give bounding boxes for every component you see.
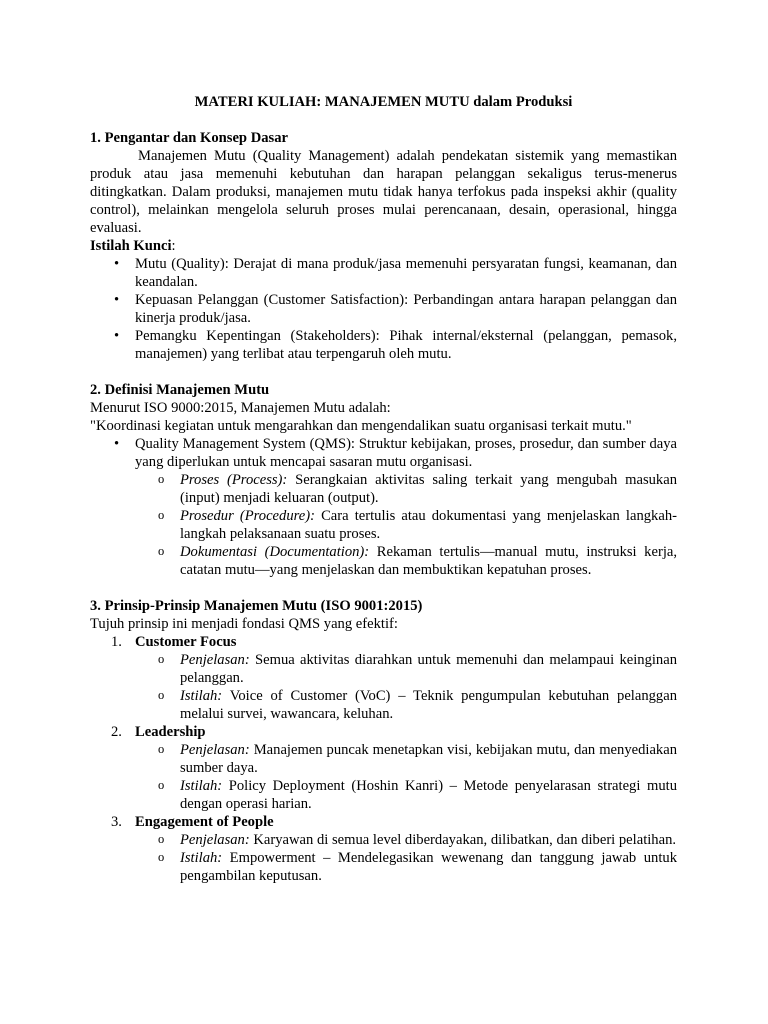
- sub-list-item: [90, 507, 677, 543]
- section-3-intro: Tujuh prinsip ini menjadi fondasi QMS yang efektif:: [90, 616, 398, 632]
- sub-text: Rekaman tertulis—manual mutu, instruksi kerja, catatan mutu—yang menjelaskan dan membuktikan kepatuhan proses.: [180, 544, 678, 578]
- sub-list-item: [90, 831, 677, 849]
- key-terms-label: Istilah Kunci: [90, 238, 172, 254]
- principle-item: [90, 723, 677, 813]
- sub-list-item: [90, 741, 677, 777]
- sub-term: Penjelasan:: [180, 742, 250, 758]
- principle-name: 3. Engagement of People: [111, 814, 274, 830]
- sub-list-item: [90, 651, 677, 687]
- sub-term: Penjelasan:: [180, 832, 250, 848]
- key-terms-line: [90, 237, 677, 255]
- sub-term: Penjelasan:: [180, 652, 250, 668]
- section-3-heading: 3. Prinsip-Prinsip Manajemen Mutu (ISO 9001:2015): [90, 598, 423, 614]
- principle-name: 1. Customer Focus: [111, 634, 237, 650]
- sub-text: Voice of Customer (VoC) – Teknik pengumpulan kebutuhan pelanggan melalui survei, wawancara, keluhan.: [180, 688, 677, 722]
- sub-term: Istilah:: [180, 778, 223, 794]
- sub-text: Cara tertulis atau dokumentasi yang menjelaskan langkah-langkah pelaksanaan suatu proses.: [180, 508, 677, 542]
- sub-text: Semua aktivitas diarahkan untuk memenuhi dan melampaui keinginan pelanggan.: [180, 652, 677, 686]
- principle-number: 2.: [111, 724, 122, 740]
- sub-list-item: [90, 543, 677, 579]
- spacer: [90, 579, 677, 597]
- sub-list-item: [90, 777, 677, 813]
- list-item: • Pemangku Kepentingan (Stakeholders): Pihak internal/eksternal (pelanggan, pemasok, manajemen) yang terlibat atau terpengaruh oleh mutu.: [90, 327, 677, 363]
- key-terms-colon: :: [171, 238, 176, 254]
- document-title: MATERI KULIAH: MANAJEMEN MUTU dalam Produksi: [194, 94, 573, 110]
- principle-name: 2. Leadership: [111, 724, 206, 740]
- sub-term: Istilah:: [180, 850, 223, 866]
- sub-list-item: [90, 471, 677, 507]
- sub-term: Dokumentasi (Documentation):: [180, 544, 370, 560]
- section-2-line-1: Menurut ISO 9000:2015, Manajemen Mutu adalah:: [90, 400, 391, 416]
- list-item: • Kepuasan Pelanggan (Customer Satisfaction): Perbandingan antara harapan pelanggan dan kinerja produk/jasa.: [90, 291, 677, 327]
- section-2-heading: 2. Definisi Manajemen Mutu: [90, 382, 270, 398]
- sub-text: Empowerment – Mendelegasikan wewenang dan tanggung jawab untuk pengambilan keputusan.: [180, 850, 677, 884]
- qms-list: [90, 435, 677, 471]
- sub-text: Policy Deployment (Hoshin Kanri) – Metode penyelarasan strategi mutu dengan operasi harian.: [180, 778, 677, 812]
- principle-item: [90, 633, 677, 723]
- key-terms-list: [90, 255, 677, 363]
- principle-number: 1.: [111, 634, 122, 650]
- section-1-paragraph: Manajemen Mutu (Quality Management) adalah pendekatan sistemik yang memastikan produk atau jasa memenuhi kebutuhan dan harapan pelanggan sekaligus terus-menerus ditingkatkan. Dalam produksi, manajemen mutu tidak hanya terfokus pada inspeksi akhir (quality control), melainkan mengelola seluruh proses mulai perencanaan, desain, operasional, hingga evaluasi.: [90, 148, 677, 236]
- sub-term: Proses (Process):: [180, 472, 288, 488]
- sub-list-item: [90, 849, 677, 885]
- sub-text: Manajemen puncak menetapkan visi, kebijakan mutu, dan menyediakan sumber daya.: [180, 742, 677, 776]
- document-content: [90, 93, 677, 885]
- list-item: • Mutu (Quality): Derajat di mana produk/jasa memenuhi persyaratan fungsi, keamanan, dan keandalan.: [90, 255, 677, 291]
- list-item: • Quality Management System (QMS): Struktur kebijakan, proses, prosedur, dan sumber daya yang diperlukan untuk mencapai sasaran mutu organisasi.: [90, 435, 677, 471]
- spacer: [90, 363, 677, 381]
- sub-text: Serangkaian aktivitas saling terkait yang mengubah masukan (input) menjadi keluaran (output).: [180, 472, 677, 506]
- principle-item: [90, 813, 677, 885]
- sub-term: Prosedur (Procedure):: [180, 508, 315, 524]
- section-1-heading: 1. Pengantar dan Konsep Dasar: [90, 130, 288, 146]
- sub-list-item: [90, 687, 677, 723]
- section-2-quote: "Koordinasi kegiatan untuk mengarahkan dan mengendalikan suatu organisasi terkait mutu.": [90, 418, 632, 434]
- sub-text: Karyawan di semua level diberdayakan, dilibatkan, dan diberi pelatihan.: [249, 832, 677, 848]
- principle-number: 3.: [111, 814, 122, 830]
- principles-list: [90, 633, 677, 885]
- qms-sub-list: [90, 471, 677, 579]
- sub-term: Istilah:: [180, 688, 223, 704]
